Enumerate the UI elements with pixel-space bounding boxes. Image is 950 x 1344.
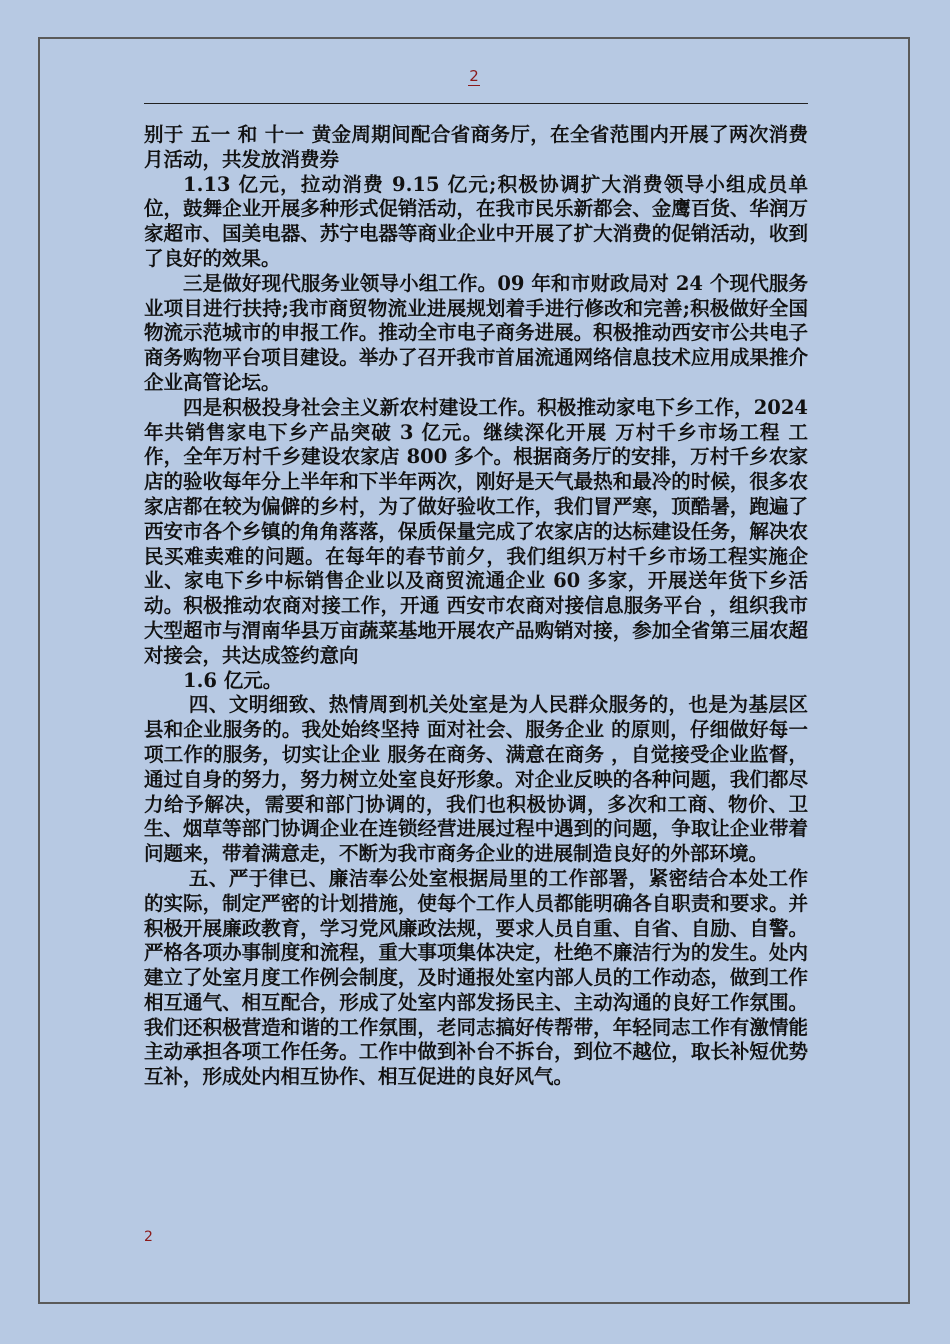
header-page-number-text: 2 [469, 67, 479, 85]
paragraph: 三是做好现代服务业领导小组工作。09 年和市财政局对 24 个现代服务业项目进行扶持;我市商贸物流业进展规划着手进行修改和完善;积极做好全国物流示范城市的申报工作。推动全市电子商务进展。积极推动西安市公共电子商务购物平台项目建设。举办了召开我市首届流通网络信息技术应用成果推介企业高管论坛。 [144, 271, 808, 394]
paragraph: 1.13 亿元，拉动消费 9.15 亿元;积极协调扩大消费领导小组成员单位，鼓舞企业开展多种形式促销活动，在我市民乐新都会、金鹰百货、华润万家超市、国美电器、苏宁电器等商业企业中开展了扩大消费的促销活动，收到了良好的效果。 [144, 172, 808, 270]
header-divider [144, 103, 808, 104]
header-page-number [40, 67, 908, 85]
paragraph: 四是积极投身社会主义新农村建设工作。积极推动家电下乡工作，2024 年共销售家电下乡产品突破 3 亿元。继续深化开展 万村千乡市场工程 工作，全年万村千乡建设农家店 800 多个。根据商务厅的安排，万村千乡农家店的验收每年分上半年和下半年两次，刚好是天气最热和最冷的时候，很多农家店都在较为偏僻的乡村，为了做好验收工作，我们冒严寒，顶酷暑，跑遍了西安市各个乡镇的角角落落，保质保量完成了农家店的达标建设任务，解决农民买难卖难的问题。在每年的春节前夕，我们组织万村千乡市场工程实施企业、家电下乡中标销售企业以及商贸流通企业 60 多家，开展送年货下乡活动。积极推动农商对接工作，开通 西安市农商对接信息服务平台 ，组织我市大型超市与渭南华县万亩蔬菜基地开展农产品购销对接，参加全省第三届农超对接会，共达成签约意向 [144, 395, 808, 667]
paragraph: 1.6 亿元。 [183, 668, 283, 692]
footer-page-number: 2 [144, 1229, 153, 1245]
paragraph: 别于 五一 和 十一 黄金周期间配合省商务厅，在全省范围内开展了两次消费月活动，共发放消费券 [144, 123, 808, 171]
paragraph: 五、严于律已、廉洁奉公处室根据局里的工作部署，紧密结合本处工作的实际，制定严密的计划措施，使每个工作人员都能明确各自职责和要求。并积极开展廉政教育，学习党风廉政法规，要求人员自重、自省、自励、自警。严格各项办事制度和流程，重大事项集体决定，杜绝不廉洁行为的发生。处内建立了处室月度工作例会制度，及时通报处室内部人员的工作动态，做到工作相互通气、相互配合，形成了处室内部发扬民主、主动沟通的良好工作氛围。我们还积极营造和谐的工作氛围，老同志搞好传帮带，年轻同志工作有激情能主动承担各项工作任务。工作中做到补台不拆台，到位不越位，取长补短优势互补，形成处内相互协作、相互促进的良好风气。 [144, 866, 808, 1089]
paragraph: 四、文明细致、热情周到机关处室是为人民群众服务的，也是为基层区县和企业服务的。我处始终坚持 面对社会、服务企业 的原则，仔细做好每一项工作的服务，切实让企业 服务在商务、满意在商务 ，自觉接受企业监督，通过自身的努力，努力树立处室良好形象。对企业反映的各种问题，我们都尽力给予解决，需要和部门协调的，我们也积极协调，多次和工商、物价、卫生、烟草等部门协调企业在连锁经营进展过程中遇到的问题，争取让企业带着问题来，带着满意走，不断为我市商务企业的进展制造良好的外部环境。 [144, 693, 808, 866]
document-page [38, 37, 910, 1304]
document-body [144, 123, 808, 1090]
